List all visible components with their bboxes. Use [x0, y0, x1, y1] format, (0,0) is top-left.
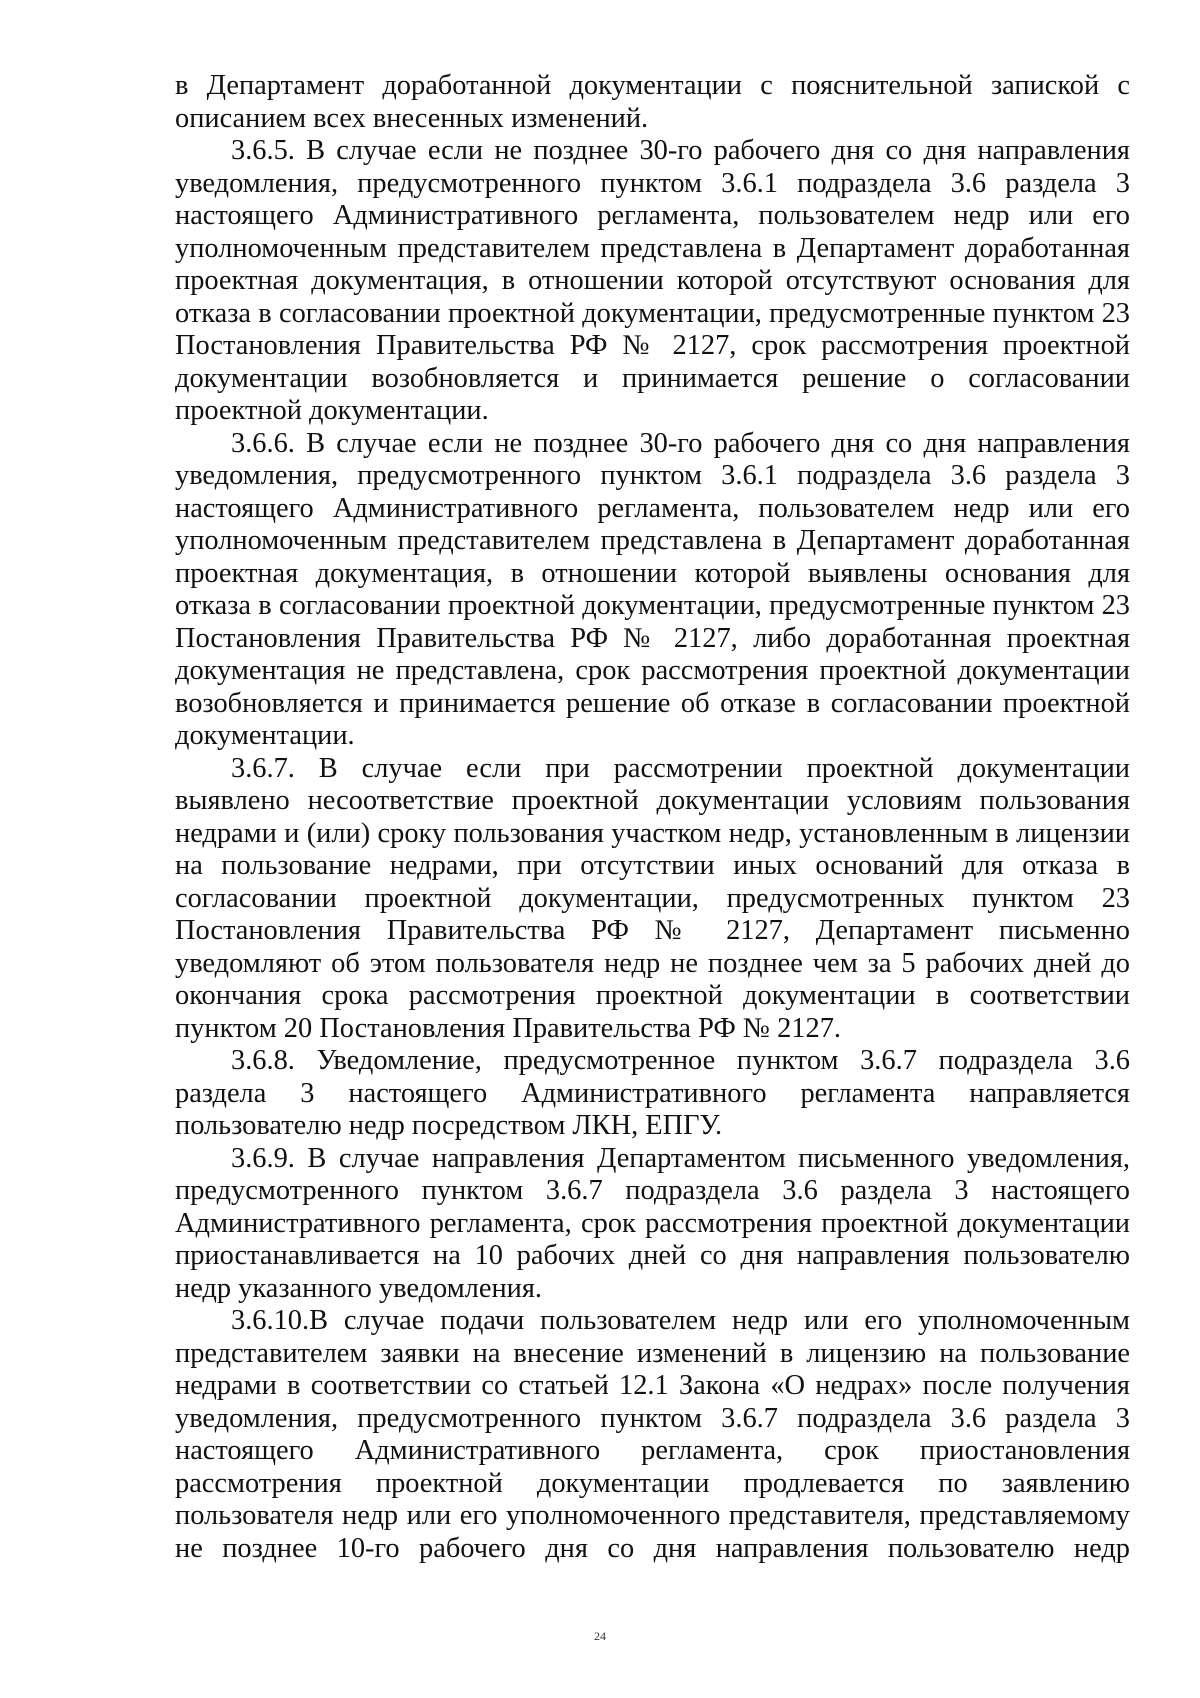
paragraph-3-6-5: 3.6.5. В случае если не позднее 30-го рабочего дня со дня направления уведомления, предусмотренного пунктом 3.6.1 подраздела 3.6 раздела 3 настоящего Административного регламента, пользователем недр или его уполномоченным представителем представлена в Департамент доработанная проектная документация, в отношении которой отсутствуют основания для отказа в согласовании проектной документации, предусмотренные пунктом 23 Постановления Правительства РФ № 2127, срок рассмотрения проектной документации возобновляется и принимается решение о согласовании проектной документации.	[175, 135, 1130, 426]
page-number: 24	[594, 1629, 606, 1643]
paragraph-3-6-8: 3.6.8. Уведомление, предусмотренное пунктом 3.6.7 подраздела 3.6 раздела 3 настоящего Административного регламента направляется пользователю недр посредством ЛКН, ЕПГУ.	[175, 1045, 1130, 1141]
paragraph-continuation: в Департамент доработанной документации с пояснительной запиской с описанием всех внесенных изменений.	[175, 70, 1130, 134]
paragraph-3-6-6: 3.6.6. В случае если не позднее 30-го рабочего дня со дня направления уведомления, предусмотренного пунктом 3.6.1 подраздела 3.6 раздела 3 настоящего Административного регламента, пользователем недр или его уполномоченным представителем представлена в Департамент доработанная проектная документация, в отношении которой выявлены основания для отказа в согласовании проектной документации, предусмотренные пунктом 23 Постановления Правительства РФ № 2127, либо доработанная проектная документация не представлена, срок рассмотрения проектной документации возобновляется и принимается решение об отказе в согласовании проектной документации.	[175, 427, 1130, 751]
paragraph-3-6-7: 3.6.7. В случае если при рассмотрении проектной документации выявлено несоответствие проектной документации условиям пользования недрами и (или) сроку пользования участком недр, установленным в лицензии на пользование недрами, при отсутствии иных оснований для отказа в согласовании проектной документации, предусмотренных пунктом 23 Постановления Правительства РФ № 2127, Департамент письменно уведомляют об этом пользователя недр не позднее чем за 5 рабочих дней до окончания срока рассмотрения проектной документации в соответствии пунктом 20 Постановления Правительства РФ № 2127.	[175, 752, 1130, 1044]
paragraph-3-6-10: 3.6.10.В случае подачи пользователем недр или его уполномоченным представителем заявки на внесение изменений в лицензию на пользование недрами в соответствии со статьей 12.1 Закона «О недрах» после получения уведомления, предусмотренного пунктом 3.6.7 подраздела 3.6 раздела 3 настоящего Административного регламента, срок приостановления рассмотрения проектной документации продлевается по заявлению пользователя недр или его уполномоченного представителя, представляемому не позднее 10-го рабочего дня со дня направления пользователю недр	[175, 1305, 1130, 1564]
document-body	[175, 70, 1130, 1565]
paragraph-3-6-9: 3.6.9. В случае направления Департаментом письменного уведомления, предусмотренного пунктом 3.6.7 подраздела 3.6 раздела 3 настоящего Административного регламента, срок рассмотрения проектной документации приостанавливается на 10 рабочих дней со дня направления пользователю недр указанного уведомления.	[175, 1142, 1130, 1304]
